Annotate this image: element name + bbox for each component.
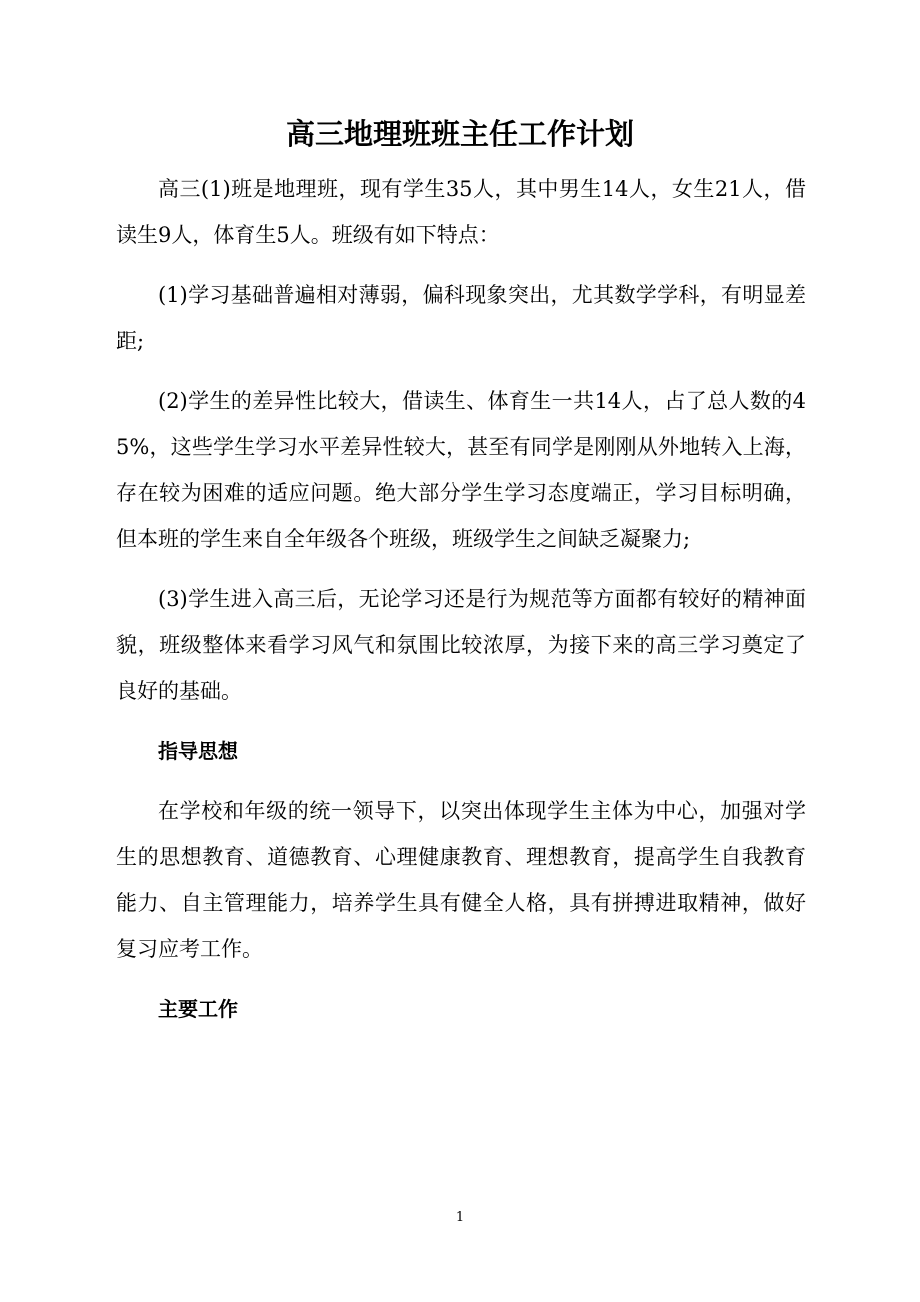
section-heading-guiding-thought: 指导思想 xyxy=(158,739,238,763)
paragraph-feature-3: (3)学生进入高三后，无论学习还是行为规范等方面都有较好的精神面貌，班级整体来看学习风气和氛围比较浓厚，为接下来的高三学习奠定了良好的基础。 xyxy=(116,587,806,703)
page-number: 1 xyxy=(455,1210,465,1225)
paragraph-feature-2: (2)学生的差异性比较大，借读生、体育生一共14人，占了总人数的45%，这些学生学习水平差异性较大，甚至有同学是刚刚从外地转入上海，存在较为困难的适应问题。绝大部分学生学习态度端正，学习目标明确，但本班的学生来自全年级各个班级，班级学生之间缺乏凝聚力; xyxy=(116,389,806,551)
paragraph-class-overview: 高三(1)班是地理班，现有学生35人，其中男生14人，女生21人，借读生9人，体育生5人。班级有如下特点： xyxy=(116,177,806,247)
document-title: 高三地理班班主任工作计划 xyxy=(285,117,634,151)
document-body xyxy=(116,166,806,1046)
paragraph-feature-1: (1)学习基础普遍相对薄弱，偏科现象突出，尤其数学学科，有明显差距; xyxy=(116,283,806,353)
paragraph-guiding-thought: 在学校和年级的统一领导下，以突出体现学生主体为中心，加强对学生的思想教育、道德教育、心理健康教育、理想教育，提高学生自我教育能力、自主管理能力，培养学生具有健全人格，具有拼搏进取精神，做好复习应考工作。 xyxy=(116,799,806,961)
section-heading-main-work: 主要工作 xyxy=(158,997,238,1021)
